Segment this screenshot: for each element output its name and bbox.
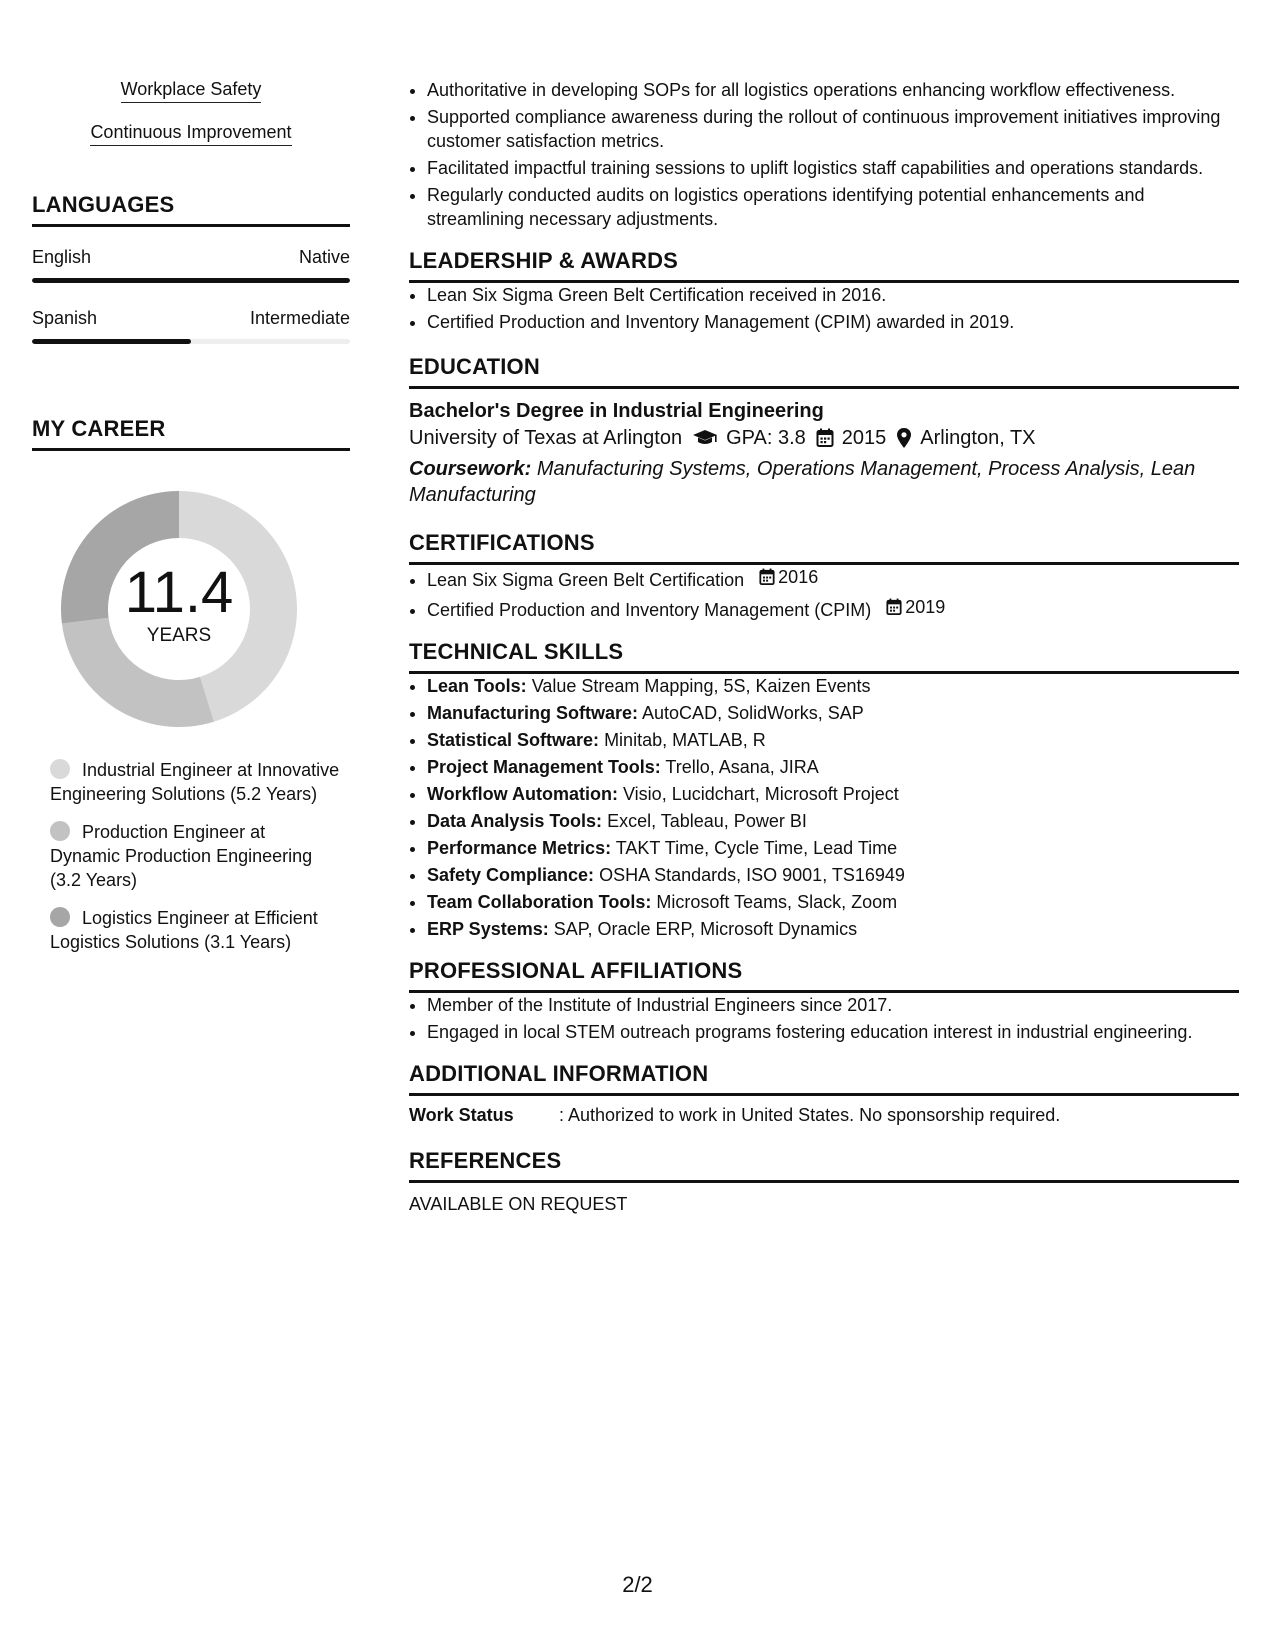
skill-tag[interactable]: Workplace Safety [121, 78, 262, 103]
list-item [427, 755, 1239, 779]
language-name: English [32, 247, 92, 267]
certification-year: 2016 [778, 567, 819, 587]
list-item [427, 595, 1239, 622]
skill-category: Data Analysis Tools: [427, 811, 603, 831]
list-item: • Facilitated impactful training sessions to uplift logistics staff capabilities and operations standards. [427, 156, 1239, 180]
list-item: • Authoritative in developing SOPs for all logistics operations enhancing workflow effectiveness. [427, 78, 1239, 102]
certifications-heading: CERTIFICATIONS [409, 530, 1239, 565]
skill-values: Microsoft Teams, Slack, Zoom [656, 892, 898, 912]
calendar-icon [816, 428, 834, 448]
skill-category: Safety Compliance: [427, 865, 595, 885]
degree-title: Bachelor's Degree in Industrial Engineering [409, 400, 824, 422]
graduation-year: 2015 [841, 427, 887, 449]
graduation-cap-icon [692, 428, 718, 448]
leadership-list [409, 283, 1239, 334]
experience-bullets [409, 78, 1239, 231]
list-item [427, 701, 1239, 725]
skill-values: Trello, Asana, JIRA [665, 757, 819, 777]
list-item [427, 728, 1239, 752]
calendar-icon [886, 598, 902, 616]
certification-name: Certified Production and Inventory Management (CPIM) [427, 600, 872, 620]
coursework-list: Manufacturing Systems, Operations Management, Process Analysis, Lean Manufacturing [409, 458, 1196, 506]
language-name: Spanish [32, 308, 98, 328]
career-legend-text: Logistics Engineer at Efficient Logistics Solutions (3.1 Years) [50, 908, 318, 952]
map-pin-icon [896, 427, 912, 449]
list-item [427, 917, 1239, 941]
career-legend-item [50, 906, 340, 954]
page-number: 2/2 [622, 1572, 653, 1597]
gpa: GPA: 3.8 [726, 427, 806, 449]
work-status-label: Work Status [409, 1105, 514, 1125]
list-item: • Supported compliance awareness during the rollout of continuous improvement initiatives improving customer satisfaction metrics. [427, 105, 1239, 153]
school-location: Arlington, TX [920, 427, 1036, 449]
skill-category: Statistical Software: [427, 730, 600, 750]
list-item: • Regularly conducted audits on logistics operations identifying potential enhancements and streamlining necessary adjustments. [427, 183, 1239, 231]
school-name: University of Texas at Arlington [409, 427, 683, 449]
skill-values: Visio, Lucidchart, Microsoft Project [623, 784, 899, 804]
skill-values: OSHA Standards, ISO 9001, TS16949 [599, 865, 905, 885]
language-level-bar [32, 278, 350, 283]
skill-category: Project Management Tools: [427, 757, 661, 777]
career-legend-text: Production Engineer at Dynamic Production Engineering (3.2 Years) [50, 822, 313, 890]
list-item [427, 565, 1239, 592]
references-heading: REFERENCES [409, 1148, 1239, 1183]
education-entry [409, 398, 1239, 508]
language-level-fill [32, 278, 350, 283]
skill-category: Team Collaboration Tools: [427, 892, 652, 912]
skill-values: Excel, Tableau, Power BI [607, 811, 807, 831]
list-item [427, 782, 1239, 806]
language-level-fill [32, 339, 191, 344]
leadership-heading: LEADERSHIP & AWARDS [409, 248, 1239, 283]
technical-skills-list [409, 674, 1239, 941]
technical-skills-heading: TECHNICAL SKILLS [409, 639, 1239, 674]
skill-category: Workflow Automation: [427, 784, 618, 804]
coursework [409, 456, 1239, 508]
skill-category: Manufacturing Software: [427, 703, 639, 723]
skill-values: Value Stream Mapping, 5S, Kaizen Events [531, 676, 871, 696]
list-item [427, 890, 1239, 914]
career-legend [50, 758, 340, 954]
legend-dot [50, 759, 70, 779]
list-item [427, 674, 1239, 698]
career-total-years: 11.4 [124, 560, 234, 625]
references-text: AVAILABLE ON REQUEST [409, 1194, 628, 1214]
skill-values: Minitab, MATLAB, R [604, 730, 766, 750]
career-heading: MY CAREER [32, 416, 350, 451]
sidebar [32, 78, 350, 968]
list-item [427, 863, 1239, 887]
language-level-bar [32, 339, 350, 344]
language-item [32, 308, 350, 344]
list-item [427, 809, 1239, 833]
work-status-row [409, 1105, 1239, 1126]
list-item: • Lean Six Sigma Green Belt Certification received in 2016. [427, 283, 1239, 307]
skill-values: TAKT Time, Cycle Time, Lead Time [615, 838, 898, 858]
career-years-unit: YEARS [146, 625, 212, 646]
list-item: • Certified Production and Inventory Management (CPIM) awarded in 2019. [427, 310, 1239, 334]
affiliations-list [409, 993, 1239, 1044]
certification-year: 2019 [905, 597, 946, 617]
certification-name: Lean Six Sigma Green Belt Certification [427, 570, 745, 590]
list-item: • Member of the Institute of Industrial Engineers since 2017. [427, 993, 1239, 1017]
skill-tag[interactable]: Continuous Improvement [90, 121, 291, 146]
additional-info-heading: ADDITIONAL INFORMATION [409, 1061, 1239, 1096]
education-heading: EDUCATION [409, 354, 1239, 389]
career-legend-item [50, 820, 340, 892]
list-item [427, 836, 1239, 860]
skill-values: SAP, Oracle ERP, Microsoft Dynamics [553, 919, 858, 939]
career-legend-text: Industrial Engineer at Innovative Engineering Solutions (5.2 Years) [50, 760, 340, 804]
legend-dot [50, 821, 70, 841]
list-item: • Engaged in local STEM outreach programs fostering education interest in industrial engineering. [427, 1020, 1239, 1044]
work-status-value: : Authorized to work in United States. No sponsorship required. [559, 1105, 1061, 1125]
coursework-label: Coursework: [409, 458, 532, 480]
calendar-icon [759, 568, 775, 586]
main-content [409, 78, 1239, 1215]
skill-category: Lean Tools: [427, 676, 527, 696]
career-legend-item [50, 758, 340, 806]
language-level: Native [298, 247, 350, 267]
language-level: Intermediate [249, 308, 350, 328]
skill-values: AutoCAD, SolidWorks, SAP [642, 703, 864, 723]
career-donut-chart [54, 484, 304, 734]
language-item [32, 247, 350, 283]
legend-dot [50, 907, 70, 927]
skill-category: Performance Metrics: [427, 838, 612, 858]
affiliations-heading: PROFESSIONAL AFFILIATIONS [409, 958, 1239, 993]
certifications-list [409, 565, 1239, 622]
skill-category: ERP Systems: [427, 919, 549, 939]
languages-heading: LANGUAGES [32, 192, 350, 227]
